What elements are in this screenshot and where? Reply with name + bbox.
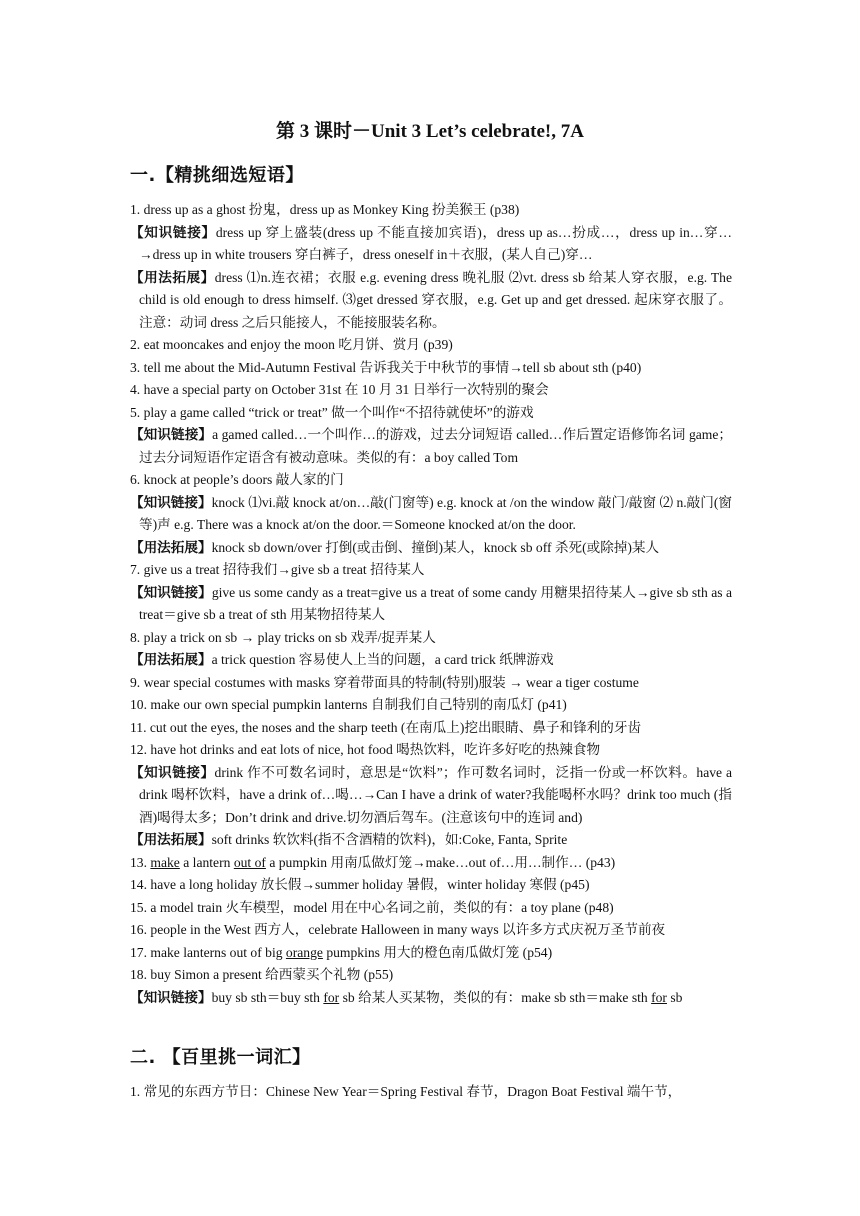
usage-extension-tag: 【用法拓展】 (130, 832, 212, 847)
list-item: 1. dress up as a ghost 扮鬼，dress up as Monkey King 扮美猴王 (p38) (130, 202, 520, 217)
list-item: 6. knock at people’s doors 敲人家的门 (130, 472, 344, 487)
list-item: 13. make a lantern out of a pumpkin 用南瓜做灯笼→make…out of…用…制作… (p43) (130, 854, 616, 870)
usage-extension-tag: 【用法拓展】 (130, 652, 212, 667)
list-item: 8. play a trick on sb → play tricks on sb 戏弄/捉弄某人 (130, 629, 436, 645)
knowledge-link-note: 【知识链接】a gamed called…一个叫作…的游戏，过去分词短语 called…作后置定语修饰名词 game；过去分词短语作定语含有被动意味。类似的有：a boy called Tom (130, 427, 733, 465)
underlined-word: orange (285, 944, 323, 960)
knowledge-link-note: 【知识链接】give us some candy as a treat=give us a treat of some candy 用糖果招待某人→give sb sth as a treat＝give sb a treat of sth 用某物招待某人 (130, 584, 732, 622)
list-item: 15. a model train 火车模型，model 用在中心名词之前，类似的有：a toy plane (p48) (130, 899, 614, 915)
list-item: 7. give us a treat 招待我们→give sb a treat 招待某人 (130, 562, 425, 577)
knowledge-link-tag: 【知识链接】 (130, 494, 212, 510)
list-item: 2. eat mooncakes and enjoy the moon 吃月饼、赏月 (p39) (130, 337, 453, 352)
page-title: 第 3 课时－Unit 3 Let’s celebrate!, 7A (276, 121, 584, 142)
knowledge-link-note: 【知识链接】drink 作不可数名词时，意思是“饮料”；作可数名词时，泛指一份或一杯饮料。have a drink 喝杯饮料，have a drink of…喝…→Can I have a drink of water?我能喝杯水吗？drink too much (指酒)喝得太多；Don’t drink and drive.切勿酒后驾车。(注意该句中的连词 and) (130, 764, 732, 825)
knowledge-link-note: 【知识链接】dress up 穿上盛装(dress up 不能直接加宾语)，dress up as…扮成…，dress up in…穿…→dress up in white trousers 穿白裤子，dress oneself in＋衣服，(某人自己)穿… (130, 224, 733, 262)
knowledge-link-tag: 【知识链接】 (130, 224, 216, 240)
usage-extension-note: 【用法拓展】a trick question 容易使人上当的问题，a card trick 纸牌游戏 (130, 652, 554, 667)
knowledge-link-tag: 【知识链接】 (130, 989, 212, 1005)
usage-extension-note: 【用法拓展】soft drinks 软饮料(指不含酒精的饮料)，如:Coke, Fanta, Sprite (130, 832, 568, 847)
list-item: 18. buy Simon a present 给西蒙买个礼物 (p55) (130, 967, 394, 982)
knowledge-link-note: 【知识链接】knock ⑴vi.敲 knock at/on…敲(门窗等) e.g. knock at /on the window 敲门/敲窗 ⑵ n.敲门(窗等)声 e.g. There was a knock at/on the door.＝Someone knocked at/on the door. (130, 494, 732, 532)
underlined-word: out of (233, 854, 266, 870)
usage-extension-note: 【用法拓展】dress ⑴n.连衣裙；衣服 e.g. evening dress 晚礼服 ⑵vt. dress sb 给某人穿衣服，e.g. The child is old enough to dress himself. ⑶get dressed 穿衣服，e.g. Get up and get dressed. 起床穿衣服了。注意：动词 dress 之后只能接人，不能接服装名称。 (130, 269, 733, 330)
list-item: 9. wear special costumes with masks 穿着带面具的特制(特别)服装 → wear a tiger costume (130, 674, 639, 690)
underlined-word: for (323, 989, 340, 1005)
list-item: 14. have a long holiday 放长假→summer holiday 暑假，winter holiday 寒假 (p45) (130, 877, 590, 892)
knowledge-link-tag: 【知识链接】 (130, 427, 213, 442)
vocabulary-item: 1. 常见的东西方节日：Chinese New Year＝Spring Festival 春节，Dragon Boat Festival 端午节， (130, 1084, 682, 1099)
knowledge-link-tag: 【知识链接】 (130, 764, 215, 780)
section-heading-vocabulary: 二. 【百里挑一词汇】 (130, 1047, 311, 1068)
underlined-word: for (651, 989, 667, 1005)
list-item: 11. cut out the eyes, the noses and the sharp teeth (在南瓜上)挖出眼睛、鼻子和锋利的牙齿 (130, 719, 642, 735)
list-item: 5. play a game called “trick or treat” 做一个叫作“不招待就使坏”的游戏 (130, 404, 534, 420)
section-heading-phrases: 一.【精挑细选短语】 (130, 165, 304, 186)
knowledge-link-note: 【知识链接】buy sb sth＝buy sth for sb 给某人买某物，类似的有：make sb sth＝make sth for sb (130, 989, 683, 1005)
list-item: 17. make lanterns out of big orange pumpkins 用大的橙色南瓜做灯笼 (p54) (130, 944, 553, 960)
phrase-list (130, 199, 732, 1009)
list-item: 12. have hot drinks and eat lots of nice, hot food 喝热饮料，吃许多好吃的热辣食物 (130, 742, 601, 757)
usage-extension-tag: 【用法拓展】 (130, 269, 215, 285)
knowledge-link-tag: 【知识链接】 (130, 584, 212, 600)
list-item: 3. tell me about the Mid-Autumn Festival 告诉我关于中秋节的事情→tell sb about sth (p40) (130, 359, 642, 375)
list-item: 4. have a special party on October 31st 在 10 月 31 日举行一次特别的聚会 (130, 382, 549, 397)
list-item: 16. people in the West 西方人，celebrate Halloween in many ways 以许多方式庆祝万圣节前夜 (130, 922, 666, 937)
underlined-word: make (150, 854, 180, 870)
usage-extension-note: 【用法拓展】knock sb down/over 打倒(或击倒、撞倒)某人，knock sb off 杀死(或除掉)某人 (130, 539, 660, 555)
usage-extension-tag: 【用法拓展】 (130, 539, 212, 555)
list-item: 10. make our own special pumpkin lanterns 自制我们自己特别的南瓜灯 (p41) (130, 697, 567, 712)
